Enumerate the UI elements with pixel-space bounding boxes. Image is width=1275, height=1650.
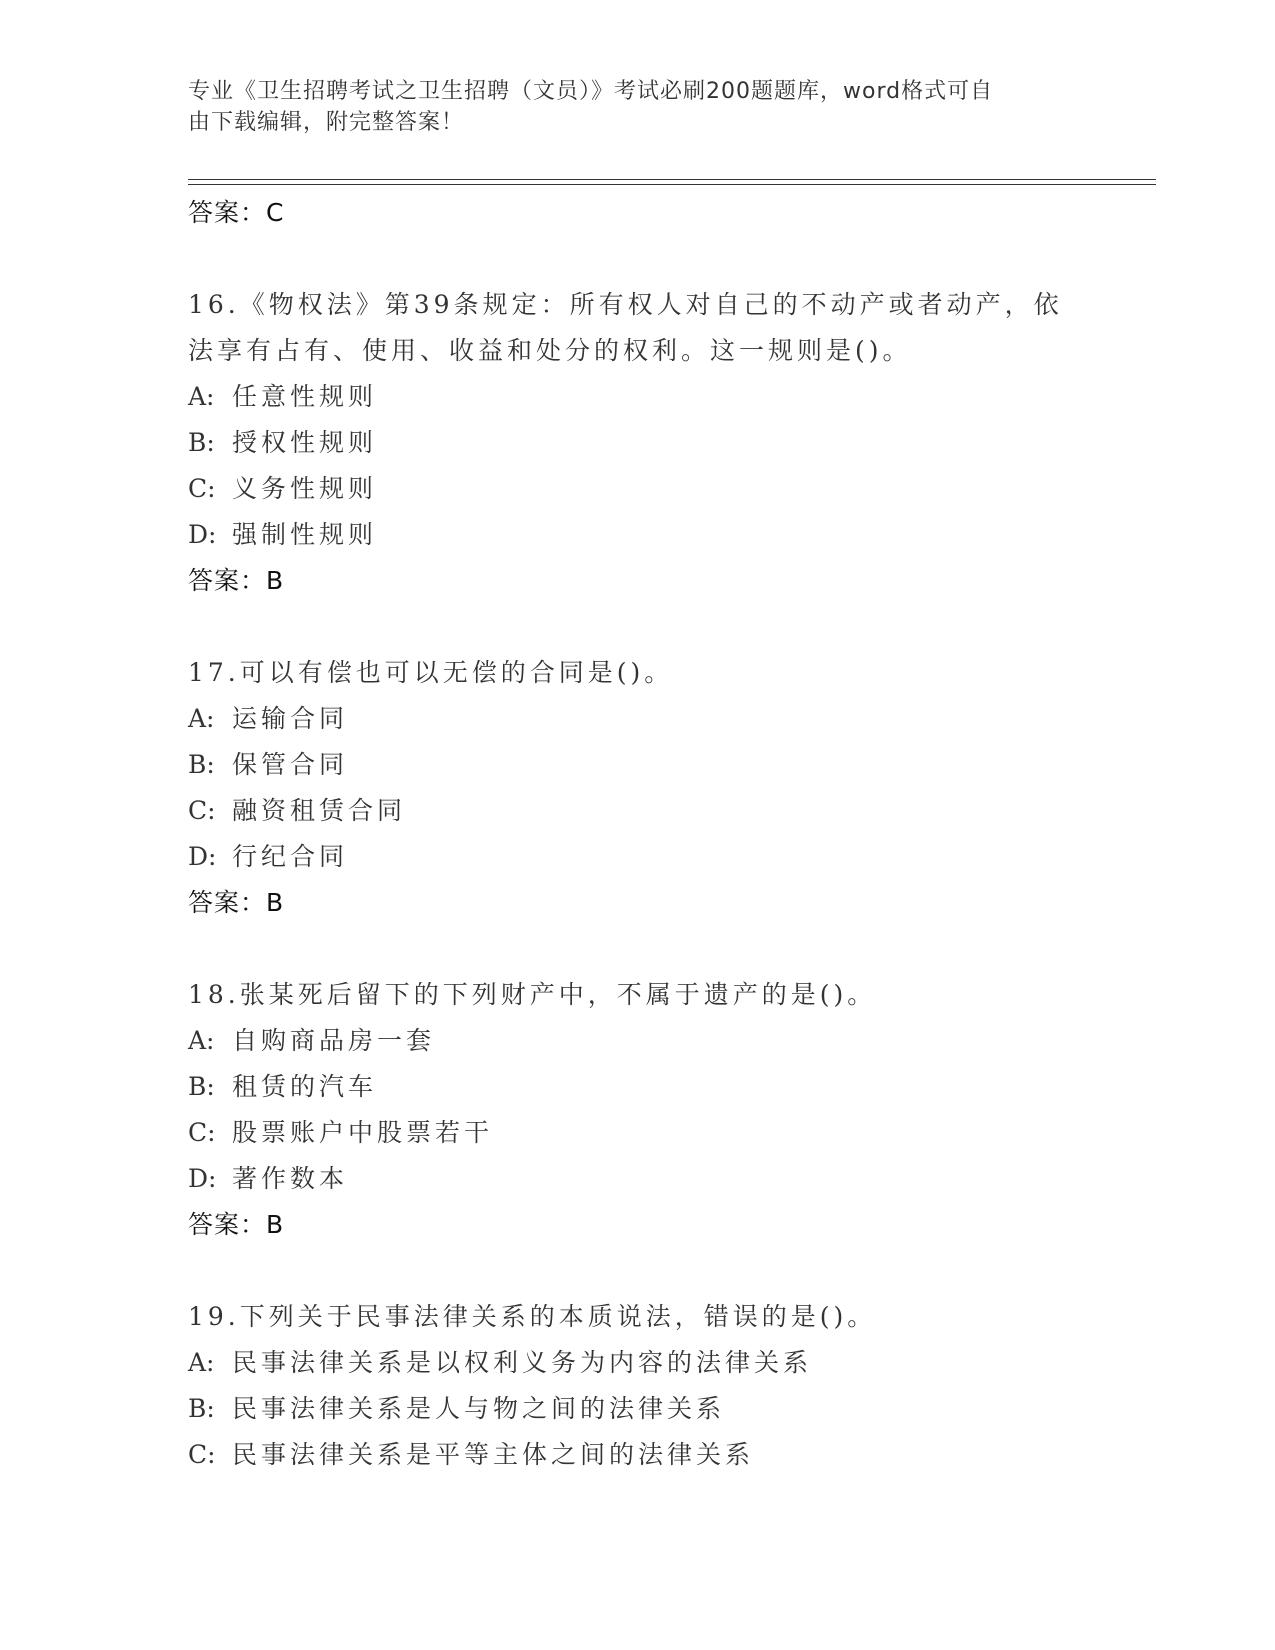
option-text: 任意性规则 [232, 382, 378, 411]
question-text: 16.《物权法》第39条规定：所有权人对自己的不动产或者动产，依 [188, 290, 1063, 319]
option-letter: A: [188, 704, 215, 733]
option-letter: A: [188, 1348, 215, 1377]
option-text: 强制性规则 [232, 520, 378, 549]
option-letter: C: [188, 1440, 216, 1469]
answer-line: 答案：B [188, 1210, 285, 1239]
answer-line: 答案：B [188, 888, 285, 917]
question-block [188, 650, 1088, 926]
option-c [188, 1110, 1088, 1156]
option-text: 租赁的汽车 [232, 1072, 378, 1101]
option-letter: B: [188, 1072, 215, 1101]
option-text: 民事法律关系是以权利义务为内容的法律关系 [232, 1348, 813, 1377]
option-letter: B: [188, 1394, 215, 1423]
option-text: 股票账户中股票若干 [232, 1118, 494, 1147]
question-block [188, 972, 1088, 1248]
option-b [188, 1064, 1088, 1110]
header-divider-top [188, 179, 1156, 180]
option-letter: B: [188, 750, 215, 779]
option-text: 授权性规则 [232, 428, 378, 457]
option-text: 著作数本 [232, 1164, 349, 1193]
option-b [188, 742, 1088, 788]
option-letter: C: [188, 474, 216, 503]
previous-answer: 答案：C [188, 198, 285, 227]
spacer [188, 604, 1088, 650]
option-letter: D: [188, 842, 217, 871]
option-text: 运输合同 [232, 704, 349, 733]
option-a [188, 374, 1088, 420]
header-title-line-1: 专业《卫生招聘考试之卫生招聘（文员）》考试必刷200题题库，word格式可自 [188, 79, 994, 104]
header-divider-bottom [188, 184, 1156, 185]
option-text: 保管合同 [232, 750, 349, 779]
option-letter: D: [188, 1164, 217, 1193]
option-a [188, 1340, 1088, 1386]
spacer [188, 926, 1088, 972]
question-text: 19.下列关于民事法律关系的本质说法，错误的是()。 [188, 1302, 877, 1331]
question-text: 18.张某死后留下的下列财产中，不属于遗产的是()。 [188, 980, 877, 1009]
option-b [188, 420, 1088, 466]
option-letter: A: [188, 382, 215, 411]
question-block [188, 282, 1088, 604]
spacer [188, 236, 1088, 282]
option-d [188, 834, 1088, 880]
question-list [188, 190, 1088, 1478]
option-d [188, 512, 1088, 558]
option-b [188, 1386, 1088, 1432]
header-title-line-2: 由下载编辑，附完整答案！ [188, 110, 465, 135]
option-a [188, 696, 1088, 742]
option-c [188, 466, 1088, 512]
option-letter: C: [188, 796, 216, 825]
question-text: 法享有占有、使用、收益和处分的权利。这一规则是()。 [188, 336, 912, 365]
option-text: 行纪合同 [232, 842, 349, 871]
option-text: 自购商品房一套 [232, 1026, 436, 1055]
option-letter: A: [188, 1026, 215, 1055]
answer-line: 答案：B [188, 566, 285, 595]
spacer [188, 1248, 1088, 1294]
document-header [188, 76, 1068, 138]
option-letter: B: [188, 428, 215, 457]
option-text: 民事法律关系是平等主体之间的法律关系 [232, 1440, 755, 1469]
option-letter: C: [188, 1118, 216, 1147]
option-c [188, 1432, 1088, 1478]
option-text: 融资租赁合同 [232, 796, 407, 825]
option-d [188, 1156, 1088, 1202]
question-text: 17.可以有偿也可以无偿的合同是()。 [188, 658, 674, 687]
option-text: 民事法律关系是人与物之间的法律关系 [232, 1394, 726, 1423]
option-text: 义务性规则 [232, 474, 378, 503]
option-c [188, 788, 1088, 834]
question-block [188, 1294, 1088, 1478]
option-a [188, 1018, 1088, 1064]
option-letter: D: [188, 520, 217, 549]
